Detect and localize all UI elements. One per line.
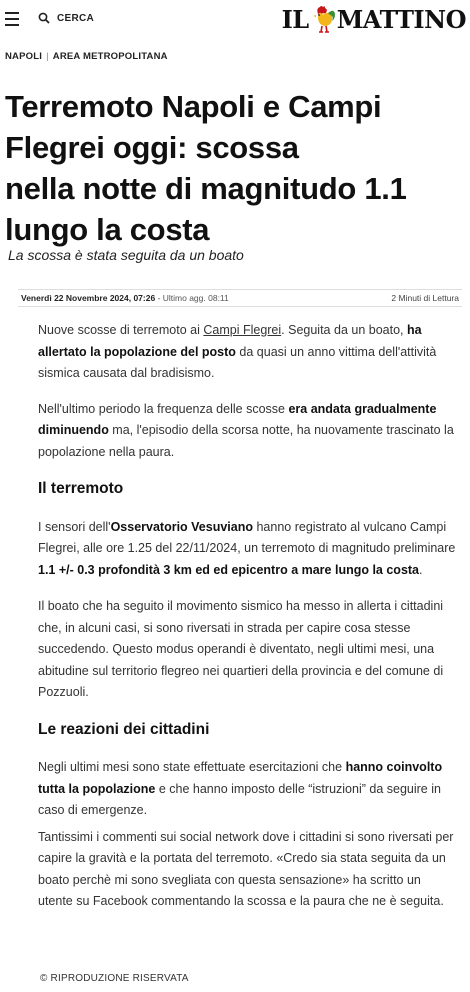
paragraph	[38, 320, 458, 385]
title-line: Flegrei oggi: scossa	[5, 130, 299, 165]
article-subtitle: La scossa è stata seguita da un boato	[8, 247, 244, 263]
article-title	[5, 86, 467, 250]
logo-text-right: MATTINO	[336, 4, 466, 34]
title-line: Terremoto Napoli e Campi	[5, 89, 382, 124]
text: . Seguita da un boato,	[281, 323, 407, 337]
text: e che hanno imposto delle “istruzioni” da seguire in caso di emergenze.	[38, 781, 441, 817]
search-icon	[38, 12, 50, 24]
text: Nell'ultimo periodo la frequenza delle scosse	[38, 401, 289, 416]
reading-time: 2 Minuti di Lettura	[391, 293, 459, 303]
paragraph	[38, 399, 458, 464]
breadcrumb-subsection[interactable]: AREA METROPOLITANA	[52, 51, 168, 62]
article-meta-bar	[18, 289, 462, 307]
text: Negli ultimi mesi sono state effettuate esercitazioni che	[38, 760, 346, 774]
site-logo[interactable]	[282, 4, 466, 34]
logo-text-left: IL	[281, 4, 309, 34]
breadcrumb-separator: |	[46, 51, 49, 62]
title-line: nella notte di magnitudo 1.1	[5, 171, 407, 206]
text: Nuove scosse di terremoto ai	[38, 323, 204, 337]
site-header	[0, 0, 470, 42]
rooster-logo-icon	[310, 4, 336, 34]
update-time: - Ultimo agg. 08:11	[155, 293, 229, 303]
text: da quasi un anno vittima dell'attività sismica causata dal bradisismo.	[38, 344, 437, 380]
text: I sensori dell'	[38, 519, 111, 534]
search-button[interactable]	[38, 12, 94, 24]
bold-text: 1.1 +/- 0.3 profondità 3 km ed ed epicentro a mare lungo la costa	[38, 562, 420, 577]
publish-info	[21, 293, 229, 303]
title-line: lungo la costa	[5, 212, 210, 247]
text: hanno registrato al vulcano Campi Flegrei, alle ore 1.25 del 22/11/2024, un terremoto di magnitudo preliminare	[38, 519, 456, 555]
campi-flegrei-link[interactable]: Campi Flegrei	[203, 323, 282, 337]
paragraph	[38, 517, 458, 582]
copyright-notice: © RIPRODUZIONE RISERVATA	[40, 973, 189, 984]
bold-text: ha allertato la popolazione del posto	[38, 323, 422, 359]
paragraph	[38, 757, 458, 822]
section-heading-quake: Il terremoto	[38, 480, 124, 497]
hamburger-menu-icon[interactable]	[5, 12, 19, 26]
bold-text: Osservatorio Vesuviano	[110, 519, 253, 534]
article-body	[38, 320, 458, 913]
section-heading-reactions: Le reazioni dei cittadini	[38, 720, 210, 738]
paragraph: Tantissimi i commenti sui social network dove i cittadini si sono riversati per capire la gravità e la portata del terremoto. «Credo sia stata seguita da un boato perchè mi sono svegliata con questa sensazione» ha scritto un utente su Facebook commentando la scossa e la paura che ne è seguita.	[38, 829, 454, 908]
paragraph: Il boato che ha seguito il movimento sismico ha messo in allerta i cittadini che, in alcuni casi, si sono riversati in strada per capire cosa stesse succedendo. Questo modus operandi è diventato, negli ultimi mesi, una abitudine sul territorio flegreo nei quartieri della provincia e del comune di Pozzuoli.	[38, 599, 444, 699]
bold-text: era andata gradualmente diminuendo	[38, 401, 437, 437]
search-label: CERCA	[57, 12, 95, 24]
text: ma, l'episodio della scorsa notte, ha nuovamente trascinato la popolazione nella paura.	[38, 423, 454, 459]
bold-text: hanno coinvolto tutta la popolazione	[38, 760, 443, 796]
text: .	[419, 562, 423, 577]
breadcrumb-section[interactable]: NAPOLI	[5, 51, 43, 62]
publish-date: Venerdì 22 Novembre 2024, 07:26	[21, 293, 156, 303]
breadcrumb	[5, 51, 168, 62]
